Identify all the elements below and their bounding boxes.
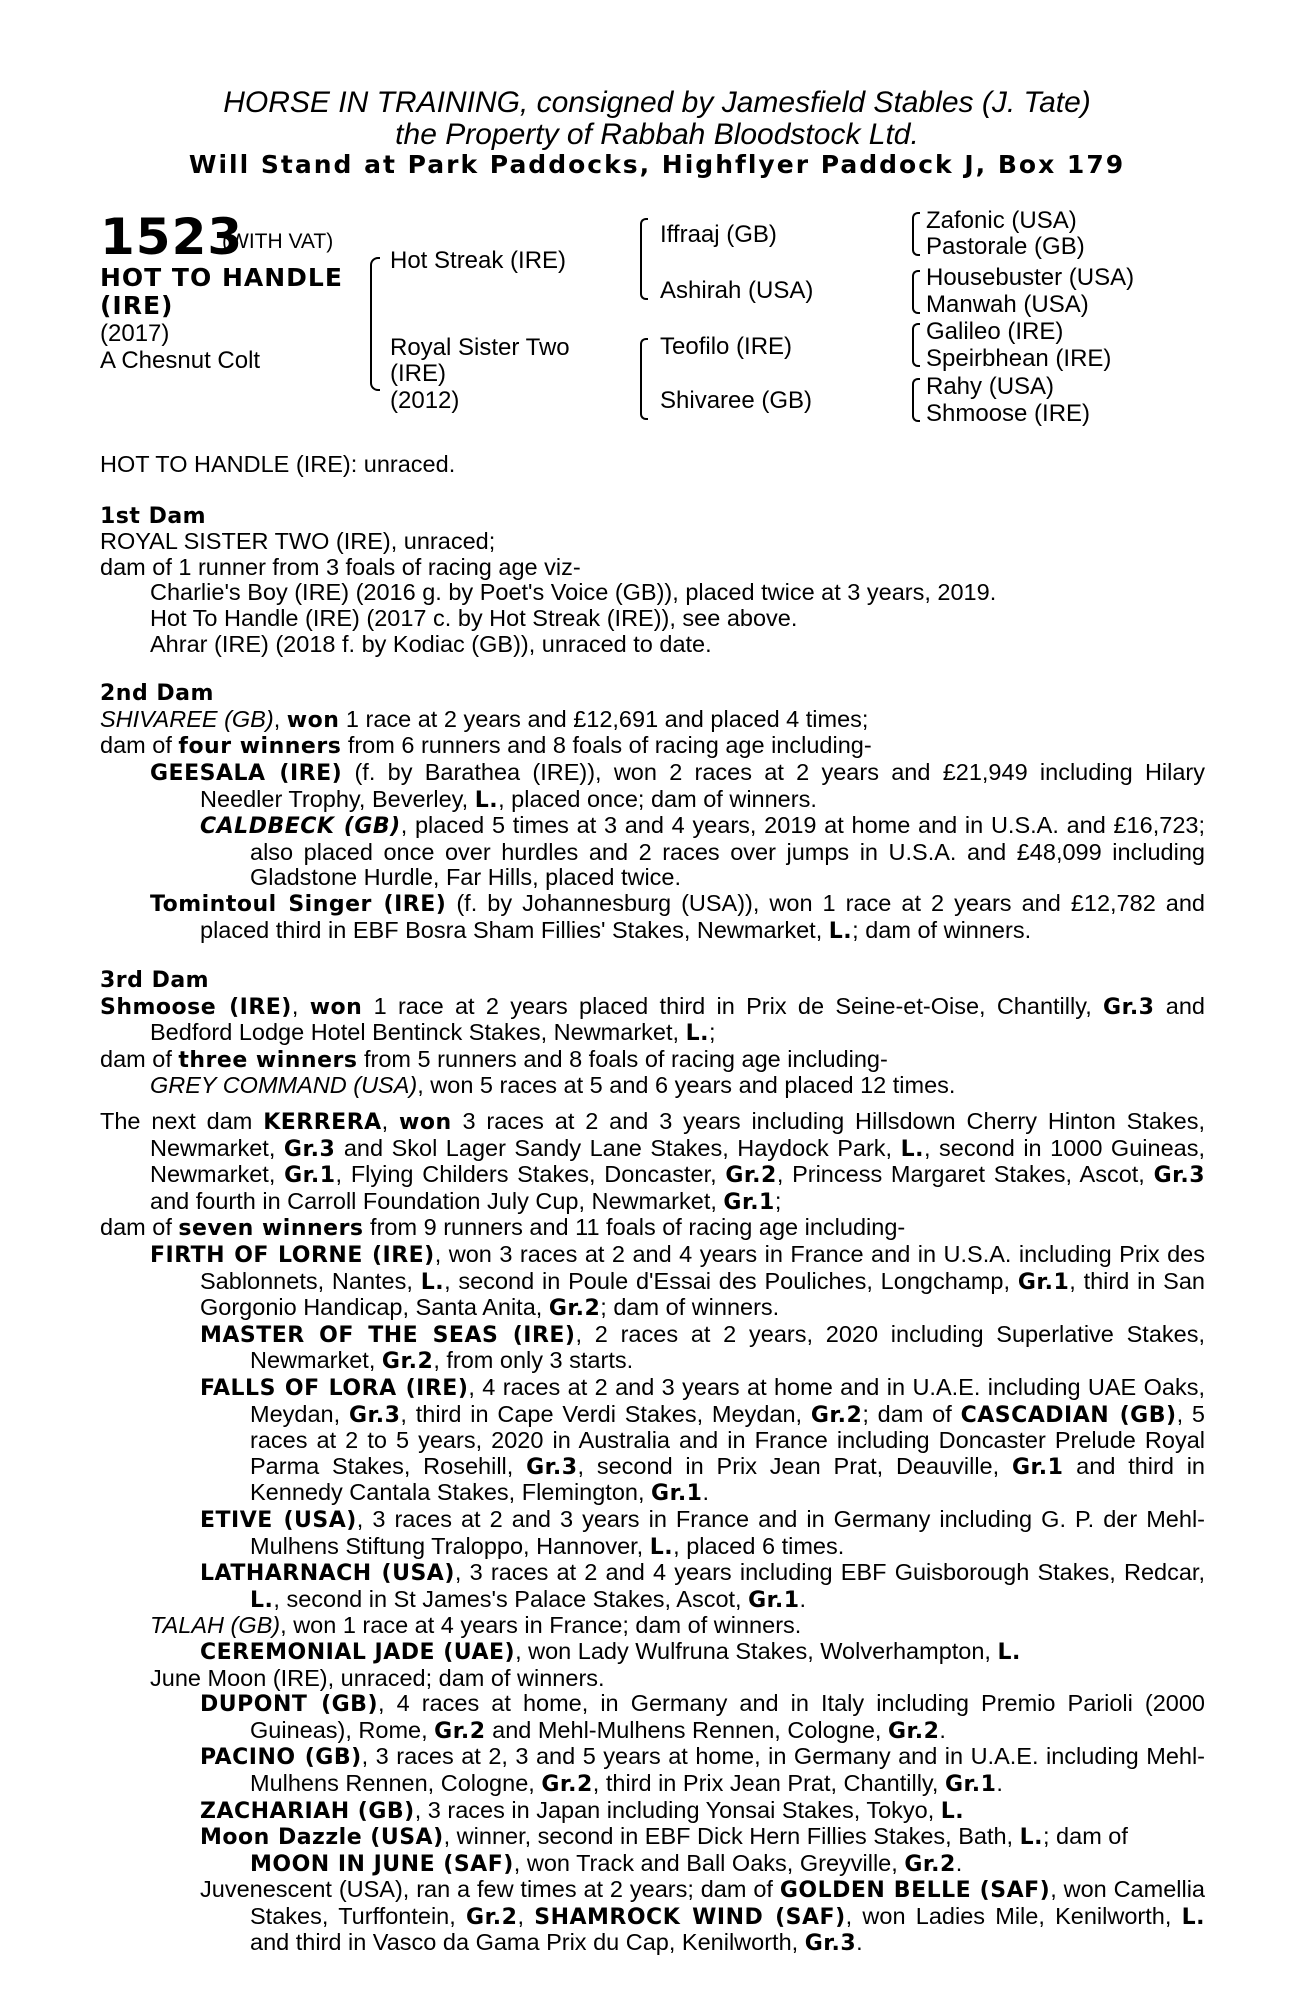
produce-moon-dazzle: Moon Dazzle (USA), winner, second in EBF Dick Hern Fillies Stakes, Bath, L.; dam of MOON IN JUNE (SAF), won Track and Ball Oaks, Greyville, Gr.2.	[200, 1823, 1128, 1877]
pedigree-ds: Teofilo (IRE)	[660, 333, 793, 360]
pedigree-dam-line1: Royal Sister Two	[390, 334, 570, 361]
pedigree-ddd: Shmoose (IRE)	[926, 400, 1091, 427]
produce-grey-command: GREY COMMAND (USA), won 5 races at 5 and 6 years and placed 12 times.	[150, 1072, 956, 1099]
pedigree-bracket-3c	[912, 323, 920, 367]
pedigree-sds: Housebuster (USA)	[926, 264, 1135, 291]
produce-caldbeck: CALDBECK (GB), placed 5 times at 3 and 4 years, 2019 at home and in U.S.A. and £16,723; also placed once over hurdles and 2 races over jumps in U.S.A. and £48,099 including Gladstone Hurdle, Far Hills, placed twice.	[200, 812, 1205, 891]
owner-line: the Property of Rabbah Bloodstock Ltd.	[395, 118, 919, 151]
produce-etive: ETIVE (USA), 3 races at 2 and 3 years in France and in Germany including G. P. der Mehl-Mulhens Stiftung Traloppo, Hannover, L., placed 6 times.	[200, 1505, 1205, 1560]
catalogue-body	[100, 452, 1205, 1957]
second-dam-name: SHIVAREE (GB)	[100, 705, 274, 732]
pedigree-dam-line3: (2012)	[390, 387, 460, 414]
produce-juvenescent: Juvenescent (USA), ran a few times at 2 years; dam of GOLDEN BELLE (SAF), won Camellia Stakes, Turffontein, Gr.2, SHAMROCK WIND (SAF), won Ladies Mile, Kenilworth, L. and third in Vasco da Gama Prix du Cap, Kenilworth, Gr.3.	[200, 1876, 1206, 1957]
pedigree-sdd: Manwah (USA)	[926, 291, 1089, 318]
produce-talah: TALAH (GB), won 1 race at 4 years in France; dam of winners.	[150, 1612, 802, 1639]
pedigree-ssd: Pastorale (GB)	[926, 233, 1085, 260]
won-label: won	[286, 707, 340, 733]
first-dam-line1: ROYAL SISTER TWO (IRE), unraced;	[100, 528, 496, 555]
pedigree-sire: Hot Streak (IRE)	[390, 247, 567, 274]
pedigree-dss: Galileo (IRE)	[926, 318, 1064, 345]
produce-tomintoul-singer: Tomintoul Singer (IRE) (f. by Johannesburg (USA)), won 1 race at 2 years and £12,782 and placed third in EBF Bosra Sham Fillies' Stakes, Newmarket, L.; dam of winners.	[150, 889, 1205, 944]
horse-year: (2017)	[100, 320, 170, 347]
race-record: HOT TO HANDLE (IRE): unraced.	[100, 451, 456, 477]
pedigree-dsd: Speirbhean (IRE)	[926, 345, 1112, 372]
first-dam-line2: dam of 1 runner from 3 foals of racing age viz-	[100, 553, 581, 580]
vat-note: (WITH VAT)	[222, 230, 334, 253]
third-dam-heading: 3rd Dam	[100, 968, 210, 994]
second-dam-record: SHIVAREE (GB), won 1 race at 2 years and £12,691 and placed 4 times;	[100, 705, 869, 733]
consignor-line: HORSE IN TRAINING, consigned by Jamesfield Stables (J. Tate)	[223, 86, 1091, 119]
produce-ceremonial-jade: CEREMONIAL JADE (UAE), won Lady Wulfruna Stakes, Wolverhampton, L.	[200, 1637, 1021, 1665]
produce-master-of-the-seas: MASTER OF THE SEAS (IRE), 2 races at 2 years, 2020 including Superlative Stakes, Newmarket, Gr.2, from only 3 starts.	[200, 1320, 1206, 1375]
pedigree-sss: Zafonic (USA)	[926, 207, 1077, 234]
first-dam-heading: 1st Dam	[100, 503, 207, 529]
next-dam-produce: dam of seven winners from 9 runners and 11 foals of racing age including-	[100, 1214, 906, 1242]
produce-geesala: GEESALA (IRE) (f. by Barathea (IRE)), won 2 races at 2 years and £21,949 including Hilary Needler Trophy, Beverley, L., placed once; dam of winners.	[150, 758, 1206, 813]
pedigree-bracket-3d	[912, 378, 920, 422]
lot-number: 1523	[100, 208, 244, 266]
pedigree-bracket-3b	[912, 270, 920, 314]
first-dam-foal2: Hot To Handle (IRE) (2017 c. by Hot Streak (IRE)), see above.	[150, 604, 798, 631]
next-dam-record: The next dam KERRERA, won 3 races at 2 and 3 years including Hillsdown Cherry Hinton Stakes, Newmarket, Gr.3 and Skol Lager Sandy Lane Stakes, Haydock Park, L., second in 1000 Guineas, Newmarket, Gr.1, Flying Childers Stakes, Doncaster, Gr.2, Princess Margaret Stakes, Ascot, Gr.3 and fourth in Carroll Foundation July Cup, Newmarket, Gr.1;	[100, 1108, 1206, 1215]
horse-name	[100, 264, 343, 320]
horse-description: A Chesnut Colt	[100, 347, 261, 374]
produce-firth-of-lorne: FIRTH OF LORNE (IRE), won 3 races at 2 and 4 years in France and in U.S.A. including Prix des Sablonnets, Nantes, L., second in Poule d'Essai des Pouliches, Longchamp, Gr.1, third in San Gorgonio Handicap, Santa Anita, Gr.2; dam of winners.	[150, 1241, 1205, 1322]
pedigree-dds: Rahy (USA)	[926, 373, 1055, 400]
pedigree-bracket-2a	[640, 218, 648, 300]
first-dam-foal1: Charlie's Boy (IRE) (2016 g. by Poet's Voice (GB)), placed twice at 3 years, 2019.	[150, 579, 997, 606]
produce-latharnach: LATHARNACH (USA), 3 races at 2 and 4 years including EBF Guisborough Stakes, Redcar, L., second in St James's Palace Stakes, Ascot, Gr.1.	[200, 1559, 1205, 1613]
third-dam-produce: dam of three winners from 5 runners and 8 foals of racing age including-	[100, 1045, 888, 1073]
pedigree-dd: Shivaree (GB)	[660, 387, 813, 414]
winners-count: four winners	[178, 734, 342, 760]
produce-zachariah: ZACHARIAH (GB), 3 races in Japan including Yonsai Stakes, Tokyo, L.	[200, 1796, 965, 1824]
pedigree-dam-line2: (IRE)	[390, 360, 446, 387]
second-dam-produce: dam of four winners from 6 runners and 8 foals of racing age including-	[100, 732, 872, 760]
produce-june-moon: June Moon (IRE), unraced; dam of winners.	[150, 1664, 605, 1691]
horse-name-line2: (IRE)	[100, 291, 174, 320]
pedigree-bracket-2b	[640, 338, 648, 420]
pedigree-bracket-3a	[912, 212, 920, 256]
produce-pacino: PACINO (GB), 3 races at 2, 3 and 5 years at home, in Germany and in U.A.E. including Mehl-Mulhens Rennen, Cologne, Gr.2, third in Prix Jean Prat, Chantilly, Gr.1.	[200, 1743, 1206, 1797]
second-dam-heading: 2nd Dam	[100, 681, 214, 707]
first-dam-foal3: Ahrar (IRE) (2018 f. by Kodiac (GB)), unraced to date.	[150, 630, 712, 657]
pedigree-sd: Ashirah (USA)	[660, 277, 814, 304]
horse-name-line1: HOT TO HANDLE	[100, 263, 343, 292]
pedigree-ss: Iffraaj (GB)	[660, 221, 777, 248]
third-dam-record: Shmoose (IRE), won 1 race at 2 years placed third in Prix de Seine-et-Oise, Chantilly, Gr.3 and Bedford Lodge Hotel Bentinck Stakes, Newmarket, L.;	[100, 992, 1205, 1047]
produce-dupont: DUPONT (GB), 4 races at home, in Germany and in Italy including Premio Parioli (2000 Guineas), Rome, Gr.2 and Mehl-Mulhens Rennen, Cologne, Gr.2.	[200, 1690, 1206, 1744]
produce-falls-of-lora: FALLS OF LORA (IRE), 4 races at 2 and 3 years at home and in U.A.E. including UAE Oaks, Meydan, Gr.3, third in Cape Verdi Stakes, Meydan, Gr.2; dam of CASCADIAN (GB), 5 races at 2 to 5 years, 2020 in Australia and in France including Doncaster Prelude Royal Parma Stakes, Rosehill, Gr.3, second in Prix Jean Prat, Deauville, Gr.1 and third in Kennedy Cantala Stakes, Flemington, Gr.1.	[200, 1374, 1205, 1507]
location-line: Will Stand at Park Paddocks, Highflyer Paddock J, Box 179	[188, 150, 1126, 179]
pedigree-bracket-1	[370, 257, 380, 391]
